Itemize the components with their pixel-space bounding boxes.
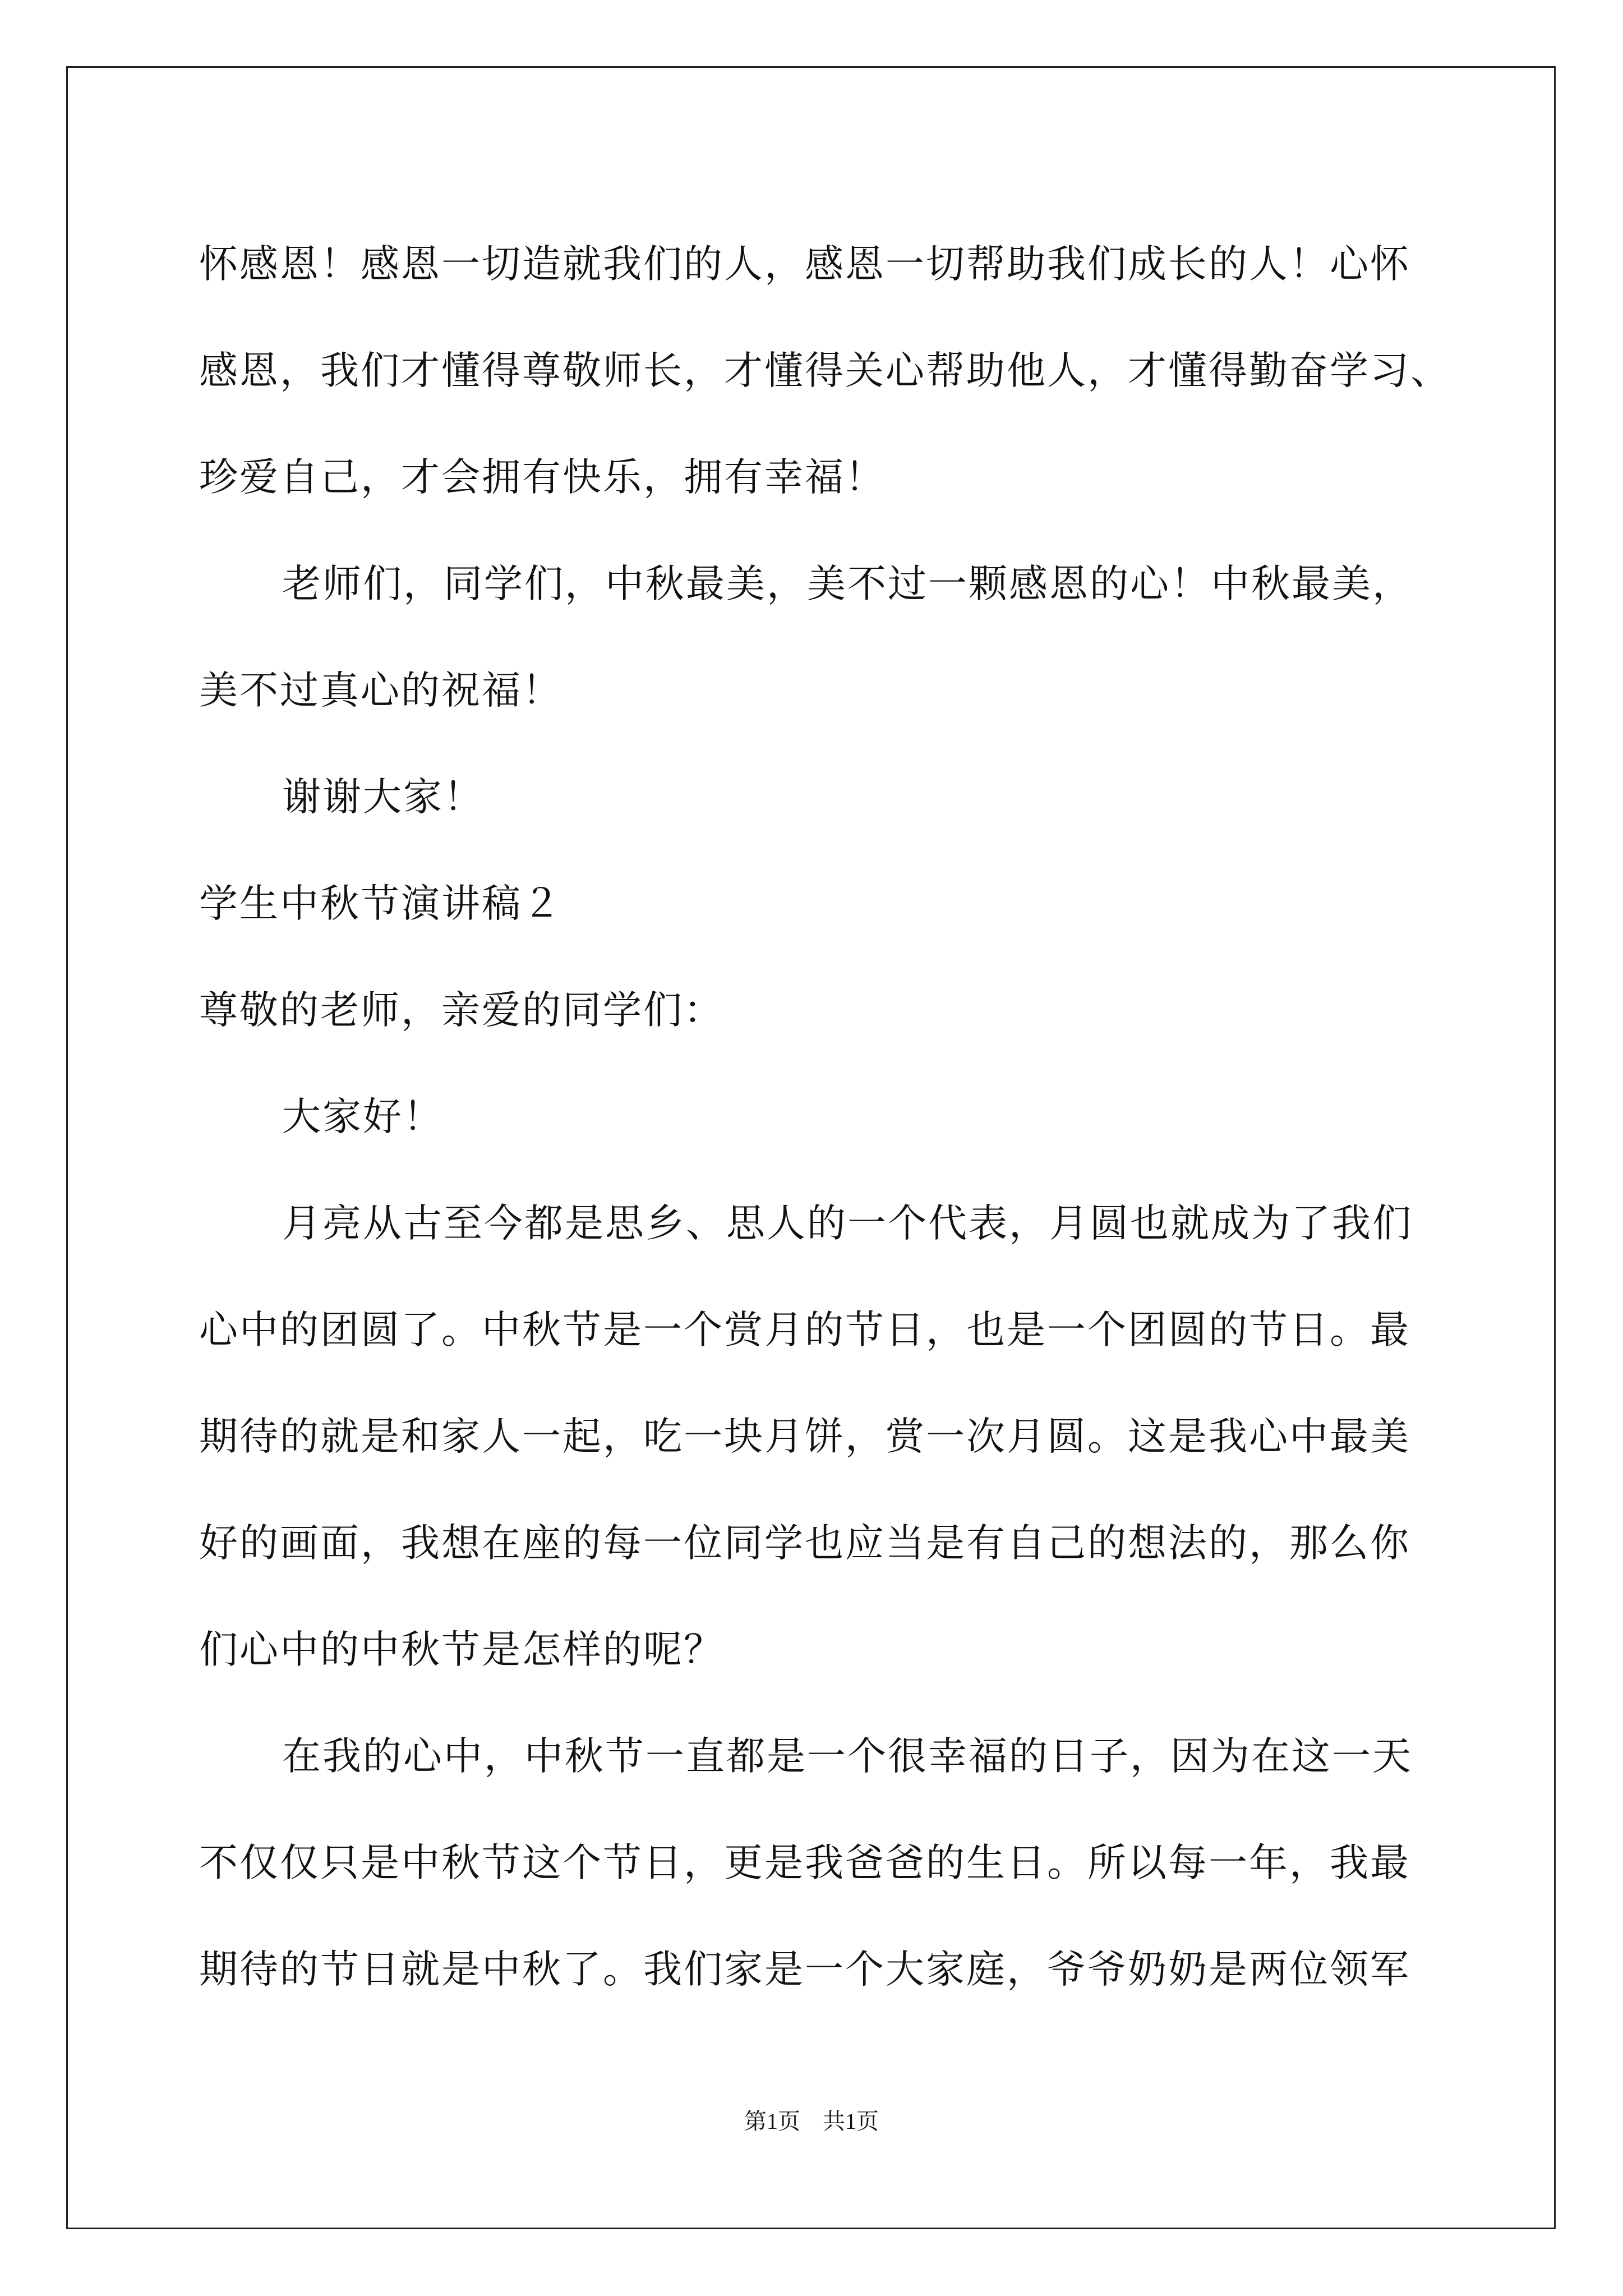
body-line: 月亮从古至今都是思乡、思人的一个代表，月圆也就成为了我们 xyxy=(282,1201,1413,1246)
body-line: 感恩，我们才懂得尊敬师长，才懂得关心帮助他人，才懂得勤奋学习、 xyxy=(199,348,1451,393)
greeting: 大家好！ xyxy=(282,1094,444,1139)
body-line: 好的画面，我想在座的每一位同学也应当是有自己的想法的，那么你 xyxy=(199,1521,1410,1566)
salutation: 尊敬的老师，亲爱的同学们： xyxy=(199,988,724,1033)
body-line: 们心中的中秋节是怎样的呢？ xyxy=(199,1627,724,1672)
body-line: 期待的节日就是中秋了。我们家是一个大家庭，爷爷奶奶是两位领军 xyxy=(199,1947,1410,1992)
body-line: 珍爱自己，才会拥有快乐，拥有幸福！ xyxy=(199,455,886,500)
body-line: 心中的团圆了。中秋节是一个赏月的节日，也是一个团圆的节日。最 xyxy=(199,1308,1410,1352)
body-line: 在我的心中，中秋节一直都是一个很幸福的日子，因为在这一天 xyxy=(282,1734,1413,1779)
body-line: 老师们，同学们，中秋最美，美不过一颗感恩的心！中秋最美， xyxy=(282,562,1413,606)
body-line: 期待的就是和家人一起，吃一块月饼，赏一次月圆。这是我心中最美 xyxy=(199,1414,1410,1459)
body-line: 不仅仅只是中秋节这个节日，更是我爸爸的生日。所以每一年，我最 xyxy=(199,1841,1410,1885)
body-line: 怀感恩！感恩一切造就我们的人，感恩一切帮助我们成长的人！心怀 xyxy=(199,242,1410,287)
page-number-footer: 第1页 共1页 xyxy=(744,2109,879,2134)
section-heading: 学生中秋节演讲稿２ xyxy=(199,881,562,926)
document-body xyxy=(199,211,1451,2023)
body-line: 谢谢大家！ xyxy=(282,775,484,820)
body-line: 美不过真心的祝福！ xyxy=(199,668,562,713)
